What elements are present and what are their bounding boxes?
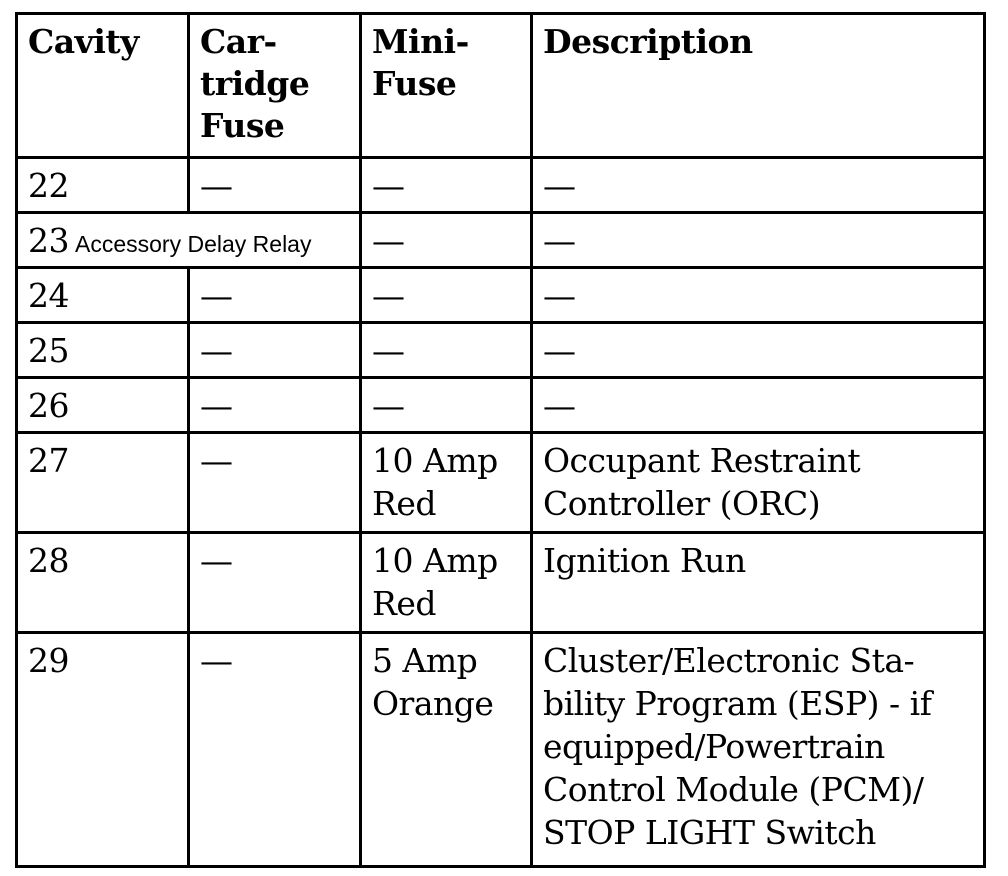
cartridge-fuse-cell: — xyxy=(189,633,361,867)
header-row xyxy=(17,14,985,158)
description-cell: — xyxy=(532,158,985,213)
cavity-cell: 26 xyxy=(17,378,189,433)
header-mini-fuse: Mini- Fuse xyxy=(361,14,532,158)
fuse-cavity-table xyxy=(15,12,986,868)
cavity-number: 23 xyxy=(28,221,69,260)
table-row xyxy=(17,268,985,323)
header-description: Description xyxy=(532,14,985,158)
cartridge-fuse-label: Accessory Delay Relay xyxy=(75,231,312,257)
cartridge-fuse-cell: — xyxy=(189,268,361,323)
description-cell: — xyxy=(532,213,985,268)
mini-fuse-cell: — xyxy=(361,158,532,213)
description-cell: — xyxy=(532,268,985,323)
cavity-cell: 28 xyxy=(17,533,189,633)
table-row xyxy=(17,378,985,433)
mini-fuse-cell: — xyxy=(361,213,532,268)
mini-fuse-cell: 10 Amp Red xyxy=(361,433,532,533)
cavity-cartridge-merged-cell xyxy=(17,213,361,268)
description-cell: — xyxy=(532,323,985,378)
description-cell: Cluster/Electronic Sta- bility Program (ESP) - if equipped/Powertrain Control Module (PCM)/ STOP LIGHT Switch xyxy=(532,633,985,867)
header-cartridge-fuse: Car- tridge Fuse xyxy=(189,14,361,158)
header-cavity: Cavity xyxy=(17,14,189,158)
cavity-cell: 24 xyxy=(17,268,189,323)
table-row xyxy=(17,633,985,867)
cartridge-fuse-cell: — xyxy=(189,378,361,433)
table-row xyxy=(17,158,985,213)
mini-fuse-cell: — xyxy=(361,323,532,378)
cavity-cell: 29 xyxy=(17,633,189,867)
table-row xyxy=(17,213,985,268)
cartridge-fuse-cell: — xyxy=(189,158,361,213)
table-row xyxy=(17,433,985,533)
table-row xyxy=(17,323,985,378)
mini-fuse-cell: 10 Amp Red xyxy=(361,533,532,633)
cartridge-fuse-cell: — xyxy=(189,323,361,378)
description-cell: Ignition Run xyxy=(532,533,985,633)
mini-fuse-cell: — xyxy=(361,378,532,433)
description-cell: — xyxy=(532,378,985,433)
mini-fuse-cell: — xyxy=(361,268,532,323)
description-cell: Occupant Restraint Controller (ORC) xyxy=(532,433,985,533)
cavity-cell: 27 xyxy=(17,433,189,533)
cartridge-fuse-cell: — xyxy=(189,533,361,633)
table-row xyxy=(17,533,985,633)
mini-fuse-cell: 5 Amp Orange xyxy=(361,633,532,867)
cavity-cell: 25 xyxy=(17,323,189,378)
cavity-cell: 22 xyxy=(17,158,189,213)
cartridge-fuse-cell: — xyxy=(189,433,361,533)
